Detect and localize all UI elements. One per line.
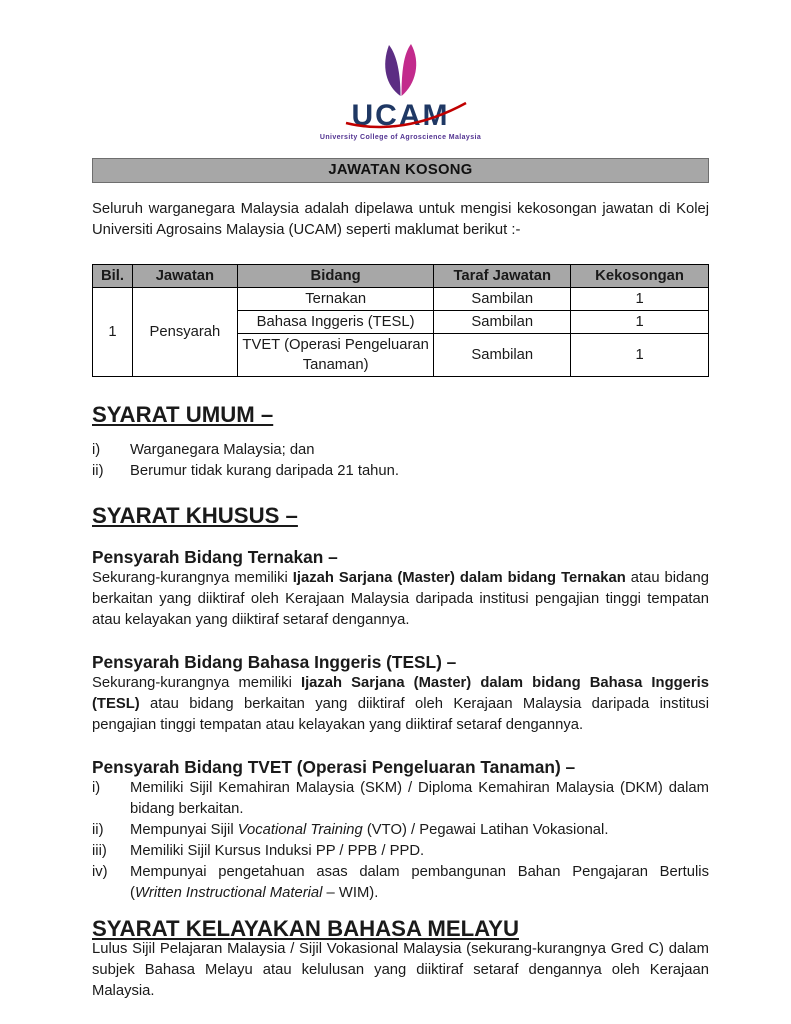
list-item-number: iv) [92, 864, 108, 880]
cell-bil: 1 [93, 288, 133, 377]
table-row [93, 288, 709, 311]
syarat-umum-heading: SYARAT UMUM – [92, 402, 274, 427]
italic-text-segment: Written Instructional Material [134, 885, 323, 901]
list-item-text: Warganegara Malaysia; dan [130, 442, 315, 458]
ucam-logo [92, 42, 709, 142]
ucam-wordmark-wrap [352, 100, 450, 132]
italic-text-segment: Vocational Training [237, 822, 363, 838]
tvet-heading: Pensyarah Bidang TVET (Operasi Pengeluaran Tanaman) – [92, 757, 576, 777]
cell-taraf: Sambilan [434, 334, 571, 377]
list-item [92, 862, 709, 904]
text-segment: Memiliki Sijil Kemahiran Malaysia (SKM) / Diploma Kemahiran Malaysia (DKM) dalam bidang berkaitan. [130, 780, 709, 817]
col-header-jawatan: Jawatan [132, 265, 237, 288]
list-item [92, 820, 709, 841]
text-segment: atau bidang berkaitan yang diiktiraf oleh Kerajaan Malaysia daripada institusi pengajian tinggi tempatan atau kelayakan yang diiktiraf setaraf dengannya. [92, 696, 709, 733]
list-item [92, 461, 709, 482]
tesl-paragraph [92, 673, 709, 736]
text-segment: Sekurang-kurangnya memiliki [92, 570, 293, 586]
list-item-number: i) [92, 442, 101, 458]
list-item-number: ii) [92, 822, 104, 838]
list-item-text [130, 862, 709, 904]
list-item-number: ii) [92, 463, 104, 479]
list-item [92, 778, 709, 820]
list-item-number: iii) [92, 843, 107, 859]
bold-text-segment: Ijazah Sarjana (Master) dalam bidang Ternakan [292, 570, 626, 586]
text-segment: (VTO) / Pegawai Latihan Vokasional. [362, 822, 609, 838]
jawatan-kosong-banner [92, 158, 709, 183]
text-segment: atau bidang berkaitan yang diiktiraf oleh Kerajaan Malaysia daripada institusi pengajian tinggi tempatan atau kelayakan yang diiktiraf setaraf dengannya. [92, 570, 709, 628]
list-item-text: Berumur tidak kurang daripada 21 tahun. [130, 463, 399, 479]
text-segment: Mempunyai pengetahuan asas dalam pembangunan Bahan Pengajaran Bertulis ( [130, 864, 709, 901]
list-item [92, 841, 709, 862]
ucam-wordmark: UCAM [351, 99, 450, 132]
cell-bidang: Bahasa Inggeris (TESL) [237, 311, 434, 334]
list-item-text [130, 841, 709, 862]
bahasa-melayu-paragraph: Lulus Sijil Pelajaran Malaysia / Sijil Vokasional Malaysia (sekurang-kurangnya Gred C) dalam subjek Bahasa Melayu atau kelulusan yang diiktiraf setaraf dengannya oleh Kerajaan Malaysia. [92, 941, 709, 999]
flower-right-petal [401, 44, 416, 96]
cell-taraf: Sambilan [434, 311, 571, 334]
text-segment: Sekurang-kurangnya memiliki [92, 675, 301, 691]
ternakan-heading: Pensyarah Bidang Ternakan – [92, 547, 338, 567]
col-header-kekosongan: Kekosongan [571, 265, 709, 288]
tvet-list [92, 778, 709, 904]
list-item [92, 440, 709, 461]
cell-kekosongan: 1 [571, 311, 709, 334]
list-item-text [130, 778, 709, 820]
syarat-umum-list [92, 440, 709, 482]
cell-jawatan: Pensyarah [132, 288, 237, 377]
ucam-tagline: University College of Agroscience Malaysia [319, 134, 482, 141]
syarat-khusus-heading: SYARAT KHUSUS – [92, 503, 298, 528]
vacancy-table [92, 264, 709, 377]
tesl-heading: Pensyarah Bidang Bahasa Inggeris (TESL) – [92, 652, 457, 672]
col-header-bil: Bil. [93, 265, 133, 288]
cell-bidang: Ternakan [237, 288, 434, 311]
ucam-flower-icon [378, 42, 424, 98]
flower-left-petal [385, 45, 400, 96]
col-header-taraf: Taraf Jawatan [434, 265, 571, 288]
cell-kekosongan: 1 [571, 334, 709, 377]
text-segment: Mempunyai Sijil [130, 822, 238, 838]
text-segment: – WIM). [322, 885, 379, 901]
cell-taraf: Sambilan [434, 288, 571, 311]
intro-paragraph: Seluruh warganegara Malaysia adalah dipelawa untuk mengisi kekosongan jawatan di Kolej Universiti Agrosains Malaysia (UCAM) seperti maklumat berikut :- [92, 201, 709, 238]
bold-text-segment: Ijazah Sarjana (Master) dalam bidang Bahasa Inggeris (TESL) [92, 675, 709, 712]
banner-title: JAWATAN KOSONG [328, 162, 473, 178]
table-header-row [93, 265, 709, 288]
cell-bidang: TVET (Operasi Pengeluaran Tanaman) [237, 334, 434, 377]
bahasa-melayu-heading: SYARAT KELAYAKAN BAHASA MELAYU [92, 916, 519, 941]
text-segment: Memiliki Sijil Kursus Induksi PP / PPB / PPD. [130, 843, 425, 859]
list-item-number: i) [92, 780, 101, 796]
col-header-bidang: Bidang [237, 265, 434, 288]
cell-kekosongan: 1 [571, 288, 709, 311]
ternakan-paragraph [92, 568, 709, 631]
list-item-text [130, 820, 709, 841]
